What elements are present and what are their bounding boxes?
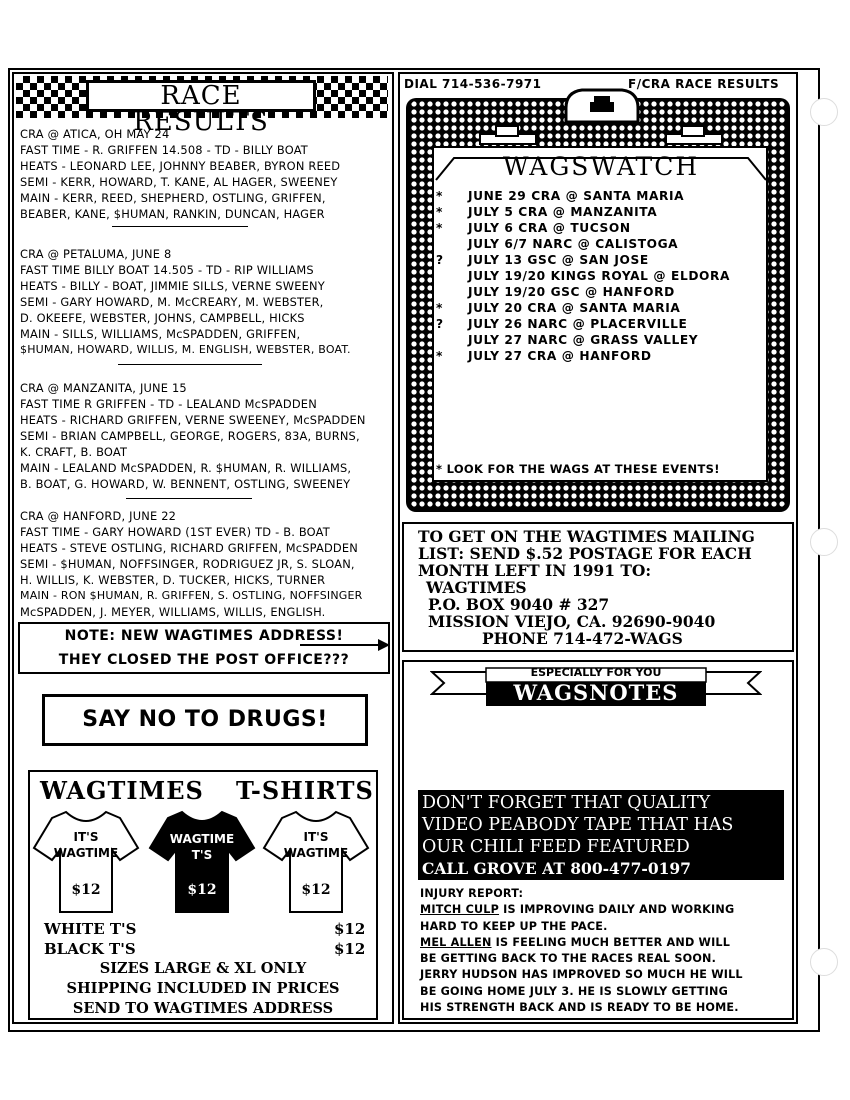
race-section	[20, 508, 390, 620]
race-line: MAIN - LEALAND McSPADDEN, R. $HUMAN, R. WILLIAMS,	[20, 461, 352, 475]
race-line: SEMI - $HUMAN, NOFFSINGER, RODRIGUEZ JR, S. SLOAN,	[20, 557, 355, 571]
race-line: D. OKEEFE, WEBSTER, JOHNS, CAMPBELL, HICKS	[20, 311, 305, 325]
race-line: CRA @ HANFORD, JUNE 22	[20, 509, 177, 523]
race-line: HEATS - STEVE OSTLING, RICHARD GRIFFEN, McSPADDEN	[20, 541, 359, 555]
injury-line: MITCH CULP IS IMPROVING DAILY AND WORKING	[420, 903, 735, 917]
mailing-line: PHONE 714-472-WAGS	[482, 629, 683, 648]
race-line: SEMI - BRIAN CAMPBELL, GEORGE, ROGERS, 83A, BURNS,	[20, 429, 360, 443]
note-line-1: NOTE: NEW WAGTIMES ADDRESS!	[64, 628, 344, 644]
mailing-line: P.O. BOX 9040 # 327	[428, 595, 610, 614]
wagswatch-title: WAGSWATCH	[502, 152, 700, 181]
divider	[112, 226, 248, 227]
note-line-2: THEY CLOSED THE POST OFFICE???	[58, 652, 350, 668]
race-line: K. CRAFT, B. BOAT	[20, 445, 128, 459]
injury-line: MEL ALLEN IS FEELING MUCH BETTER AND WILL	[420, 935, 731, 949]
race-section	[20, 380, 390, 492]
race-line: HEATS - RICHARD GRIFFEN, VERNE SWEENEY, McSPADDEN	[20, 413, 366, 427]
race-line: FAST TIME R GRIFFEN - TD - LEALAND McSPADDEN	[20, 397, 317, 411]
race-car-icon	[478, 124, 538, 146]
divider	[118, 364, 262, 365]
video-ad	[418, 790, 784, 880]
black-tees-price: $12	[334, 940, 366, 958]
race-line: MAIN - KERR, REED, SHEPHERD, OSTLING, GRIFFEN,	[20, 191, 326, 205]
white-tees-label: WHITE T'S	[44, 920, 137, 938]
race-line: SEMI - KERR, HOWARD, T. KANE, AL HAGER, SWEENEY	[20, 175, 338, 189]
injury-line: BE GETTING BACK TO THE RACES REAL SOON.	[420, 952, 717, 966]
send-to-text: SEND TO WAGTIMES ADDRESS	[72, 1000, 334, 1017]
black-tshirt: WAGTIME T'S $12	[148, 808, 256, 914]
injury-line: JERRY HUDSON HAS IMPROVED SO MUCH HE WILL	[420, 968, 743, 982]
race-line: CRA @ ATICA, OH MAY 24	[20, 127, 170, 141]
sizes-text: SIZES LARGE & XL ONLY	[99, 960, 307, 977]
tshirt-icon	[262, 808, 370, 914]
mailing-line: LIST: SEND $.52 POSTAGE FOR EACH	[418, 544, 752, 563]
say-no-to-drugs: SAY NO TO DRUGS!	[42, 694, 368, 746]
race-line: SEMI - GARY HOWARD, M. McCREARY, M. WEBSTER,	[20, 295, 324, 309]
white-tees-price: $12	[334, 920, 366, 938]
arch-ornament-icon	[560, 84, 644, 124]
tshirt-heading-left: WAGTIMES	[40, 776, 204, 805]
video-line: DON'T FORGET THAT QUALITY	[422, 793, 711, 813]
address-note	[18, 622, 390, 674]
race-section	[20, 246, 390, 358]
race-line: FAST TIME - GARY HOWARD (1ST EVER) TD - B. BOAT	[20, 525, 330, 539]
wagswatch-footer: * LOOK FOR THE WAGS AT THESE EVENTS!	[436, 462, 720, 476]
injury-line: BE GOING HOME JULY 3. HE IS SLOWLY GETTING	[420, 984, 728, 998]
mailing-line: WAGTIMES	[426, 578, 527, 597]
mailing-line: TO GET ON THE WAGTIMES MAILING	[418, 527, 755, 546]
mailing-line: MISSION VIEJO, CA. 92690-9040	[428, 612, 716, 631]
race-line: CRA @ MANZANITA, JUNE 15	[20, 381, 187, 395]
white-tshirt-1: IT'S WAGTIME $12	[32, 808, 140, 914]
dial-number: DIAL 714-536-7971	[404, 77, 542, 91]
video-line: VIDEO PEABODY TAPE THAT HAS	[422, 815, 734, 835]
tshirt-heading-right: T-SHIRTS	[236, 776, 374, 805]
race-line: FAST TIME BILLY BOAT 14.505 - TD - RIP WILLIAMS	[20, 263, 314, 277]
injury-title: INJURY REPORT:	[420, 887, 524, 900]
race-line: HEATS - LEONARD LEE, JOHNNY BEABER, BYRON REED	[20, 159, 341, 173]
binder-hole	[810, 98, 838, 126]
race-line: CRA @ PETALUMA, JUNE 8	[20, 247, 172, 261]
race-line: $HUMAN, HOWARD, WILLIS, M. ENGLISH, WEBSTER, BOAT.	[20, 343, 351, 356]
divider	[126, 498, 252, 499]
race-line: FAST TIME - R. GRIFFEN 14.508 - TD - BILLY BOAT	[20, 143, 308, 157]
race-results-phone-label: F/CRA RACE RESULTS	[628, 77, 780, 91]
injury-report	[420, 886, 743, 1016]
injury-line: HIS STRENGTH BACK AND IS READY TO BE HOME.	[420, 1001, 739, 1015]
race-line: MAIN - RON $HUMAN, R. GRIFFEN, S. OSTLING, NOFFSINGER	[20, 589, 363, 602]
arrow-icon	[300, 638, 392, 652]
wagsnotes-title: WAGSNOTES	[513, 680, 679, 705]
race-line: H. WILLIS, K. WEBSTER, D. TUCKER, HICKS, TURNER	[20, 573, 326, 587]
race-line: McSPADDEN, J. MEYER, WILLIAMS, WILLIS, ENGLISH.	[20, 605, 326, 619]
mailing-line: MONTH LEFT IN 1991 TO:	[418, 561, 652, 580]
tshirt-icon	[32, 808, 140, 914]
black-tees-label: BLACK T'S	[44, 940, 136, 958]
binder-hole	[810, 948, 838, 976]
mailing-list-box	[402, 522, 794, 652]
white-tshirt-2: IT'S WAGTIME $12	[262, 808, 370, 914]
wagsnotes-kicker: ESPECIALLY FOR YOU	[530, 666, 662, 679]
video-call-line: CALL GROVE AT 800-477-0197	[422, 859, 691, 878]
video-line: OUR CHILI FEED FEATURED	[422, 837, 690, 857]
shipping-text: SHIPPING INCLUDED IN PRICES	[66, 980, 340, 997]
binder-hole	[810, 528, 838, 556]
race-car-icon	[664, 124, 724, 146]
race-line: B. BOAT, G. HOWARD, W. BENNENT, OSTLING, SWEENEY	[20, 477, 351, 491]
race-line: MAIN - SILLS, WILLIAMS, McSPADDEN, GRIFFEN,	[20, 327, 301, 341]
race-section	[20, 126, 390, 222]
tshirt-ad	[28, 770, 378, 1020]
race-results-title: RACE RESULTS	[86, 80, 316, 112]
race-line: HEATS - BILLY - BOAT, JIMMIE SILLS, VERNE SWEENY	[20, 279, 325, 293]
injury-line: HARD TO KEEP UP THE PACE.	[420, 919, 608, 933]
race-line: BEABER, KANE, $HUMAN, RANKIN, DUNCAN, HAGER	[20, 207, 325, 221]
